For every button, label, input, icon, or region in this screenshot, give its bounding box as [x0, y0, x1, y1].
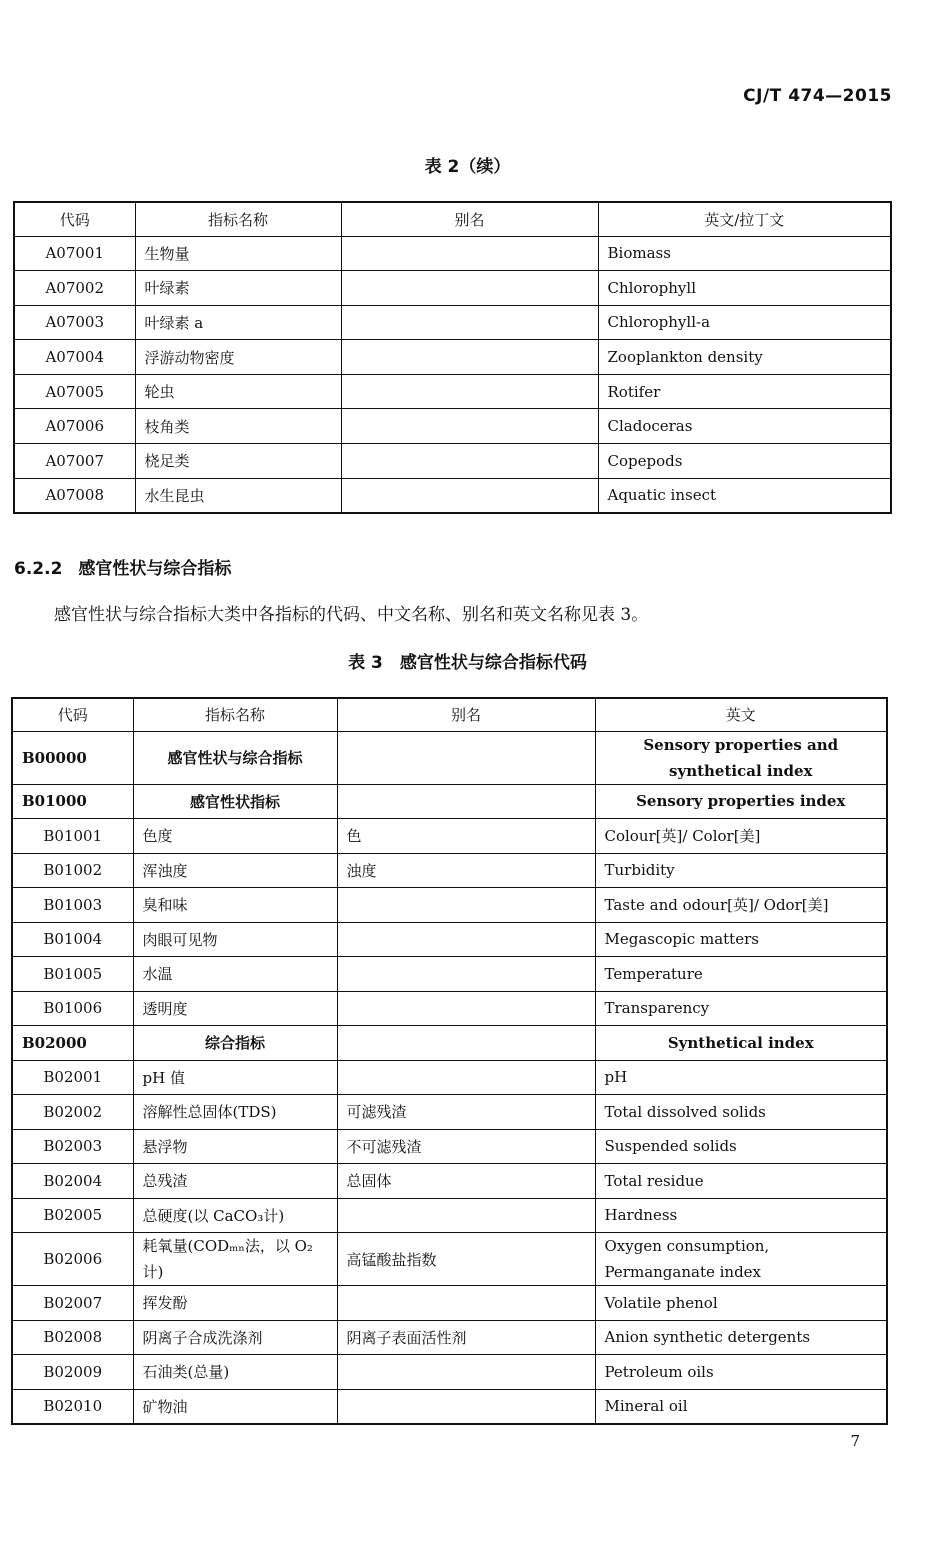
- table2-code-cell: A07008: [14, 478, 135, 513]
- table3-name-cell: 感官性状指标: [133, 784, 337, 819]
- table3-alias-cell: [337, 731, 595, 784]
- table3-english-cell: Colour[英]/ Color[美]: [595, 819, 887, 854]
- table2-english-cell: Biomass: [598, 236, 891, 271]
- table3-name-cell: pH 值: [133, 1060, 337, 1095]
- table3-alias-cell: 阴离子表面活性剂: [337, 1320, 595, 1355]
- table2-name-cell: 轮虫: [135, 374, 341, 409]
- table3-name-cell: 综合指标: [133, 1026, 337, 1061]
- table3-row: [12, 731, 887, 784]
- table3-english-cell: Suspended solids: [595, 1129, 887, 1164]
- table3-name-cell: 矿物油: [133, 1389, 337, 1424]
- table3-english-cell: Turbidity: [595, 853, 887, 888]
- table3-header-alias: 别名: [337, 698, 595, 731]
- table3-english-cell: Taste and odour[英]/ Odor[美]: [595, 888, 887, 923]
- table2-english-cell: Zooplankton density: [598, 340, 891, 375]
- table2-code-cell: A07005: [14, 374, 135, 409]
- table2-alias-cell: [341, 444, 598, 479]
- table2-code-cell: A07006: [14, 409, 135, 444]
- table3-header-name: 指标名称: [133, 698, 337, 731]
- table2-code-cell: A07003: [14, 305, 135, 340]
- table3-name-cell: 挥发酚: [133, 1286, 337, 1321]
- table3-alias-cell: [337, 922, 595, 957]
- table3-code-cell: B02000: [12, 1026, 133, 1061]
- table3-alias-cell: [337, 1355, 595, 1390]
- table3-code-cell: B01004: [12, 922, 133, 957]
- table3-code-cell: B01001: [12, 819, 133, 854]
- table2-row: [14, 409, 891, 444]
- table2-row: [14, 444, 891, 479]
- table3-row: [12, 1286, 887, 1321]
- table3-name-cell: 水温: [133, 957, 337, 992]
- table2-english-cell: Rotifer: [598, 374, 891, 409]
- table3-english-cell: Total residue: [595, 1164, 887, 1199]
- table3-code-cell: B02008: [12, 1320, 133, 1355]
- table2-name-cell: 枝角类: [135, 409, 341, 444]
- table3-code-cell: B02001: [12, 1060, 133, 1095]
- table3-english-cell: Total dissolved solids: [595, 1095, 887, 1130]
- table3-row: [12, 853, 887, 888]
- table2-header-alias: 别名: [341, 202, 598, 236]
- table3-alias-cell: [337, 1026, 595, 1061]
- table3-name-cell: 总残渣: [133, 1164, 337, 1199]
- table3-header-english: 英文: [595, 698, 887, 731]
- table2-header-code: 代码: [14, 202, 135, 236]
- table3-name-cell: 色度: [133, 819, 337, 854]
- table2-name-cell: 桡足类: [135, 444, 341, 479]
- table3-alias-cell: 可滤残渣: [337, 1095, 595, 1130]
- table3-alias-cell: [337, 1286, 595, 1321]
- table3-name-cell: 悬浮物: [133, 1129, 337, 1164]
- table3-alias-cell: [337, 784, 595, 819]
- table3-row: [12, 1164, 887, 1199]
- table2-caption: 表 2（续）: [424, 157, 511, 177]
- table2-row: [14, 340, 891, 375]
- table3-code-cell: B01006: [12, 991, 133, 1026]
- section-title: 感官性状与综合指标: [78, 559, 232, 579]
- table3-english-cell: Transparency: [595, 991, 887, 1026]
- table3-english-cell: Megascopic matters: [595, 922, 887, 957]
- table3-english-cell: Anion synthetic detergents: [595, 1320, 887, 1355]
- table2-row: [14, 236, 891, 271]
- table2-name-cell: 生物量: [135, 236, 341, 271]
- table2-alias-cell: [341, 478, 598, 513]
- document-code: CJ/T 474—2015: [743, 86, 892, 106]
- table3-english-cell: Volatile phenol: [595, 1286, 887, 1321]
- table2: [13, 201, 892, 514]
- table3-alias-cell: 总固体: [337, 1164, 595, 1199]
- table3-code-cell: B01005: [12, 957, 133, 992]
- table3-row: [12, 922, 887, 957]
- table3-code-cell: B02009: [12, 1355, 133, 1390]
- table2-english-cell: Cladoceras: [598, 409, 891, 444]
- table3-english-cell: Temperature: [595, 957, 887, 992]
- table3-row: [12, 819, 887, 854]
- table2-code-cell: A07001: [14, 236, 135, 271]
- table3-alias-cell: [337, 957, 595, 992]
- table3-code-cell: B02005: [12, 1198, 133, 1233]
- table3-alias-cell: 高锰酸盐指数: [337, 1233, 595, 1286]
- table3-name-cell: 透明度: [133, 991, 337, 1026]
- table3-english-cell: Sensory properties and synthetical index: [595, 731, 887, 784]
- table2-alias-cell: [341, 374, 598, 409]
- table2-row: [14, 478, 891, 513]
- table3-alias-cell: [337, 1060, 595, 1095]
- table2-alias-cell: [341, 236, 598, 271]
- table3-row: [12, 991, 887, 1026]
- table3-row: [12, 1026, 887, 1061]
- section-number: 6.2.2: [14, 559, 63, 579]
- table3-row: [12, 888, 887, 923]
- table3-name-cell: 阴离子合成洗涤剂: [133, 1320, 337, 1355]
- table3-alias-cell: [337, 888, 595, 923]
- table2-alias-cell: [341, 409, 598, 444]
- table3-code-cell: B02007: [12, 1286, 133, 1321]
- page-number: 7: [850, 1432, 860, 1450]
- table3-alias-cell: 不可滤残渣: [337, 1129, 595, 1164]
- table3-header-row: [12, 698, 887, 731]
- table2-alias-cell: [341, 271, 598, 306]
- table2-row: [14, 305, 891, 340]
- table3-code-cell: B01002: [12, 853, 133, 888]
- table3-alias-cell: 色: [337, 819, 595, 854]
- table3-name-cell: 感官性状与综合指标: [133, 731, 337, 784]
- table2-alias-cell: [341, 305, 598, 340]
- table2-header-english: 英文/拉丁文: [598, 202, 891, 236]
- table2-name-cell: 叶绿素 a: [135, 305, 341, 340]
- table3-english-cell: Hardness: [595, 1198, 887, 1233]
- table3-row: [12, 1060, 887, 1095]
- table2-code-cell: A07004: [14, 340, 135, 375]
- table3-code-cell: B01003: [12, 888, 133, 923]
- table3-code-cell: B02003: [12, 1129, 133, 1164]
- table3-row: [12, 1233, 887, 1286]
- section-heading: [14, 554, 231, 579]
- table2-name-cell: 浮游动物密度: [135, 340, 341, 375]
- table2-row: [14, 271, 891, 306]
- table2-header-row: [14, 202, 891, 236]
- table3-english-cell: Oxygen consumption, Permanganate index: [595, 1233, 887, 1286]
- table3-name-cell: 耗氧量(CODₘₙ法，以 O₂计): [133, 1233, 337, 1286]
- table3-name-cell: 总硬度(以 CaCO₃计): [133, 1198, 337, 1233]
- table2-english-cell: Chlorophyll: [598, 271, 891, 306]
- table3: [11, 697, 888, 1425]
- table2-english-cell: Aquatic insect: [598, 478, 891, 513]
- table2-english-cell: Chlorophyll-a: [598, 305, 891, 340]
- table3-alias-cell: 浊度: [337, 853, 595, 888]
- table3-caption: 表 3 感官性状与综合指标代码: [348, 653, 587, 673]
- table3-code-cell: B02006: [12, 1233, 133, 1286]
- table3-code-cell: B01000: [12, 784, 133, 819]
- section-paragraph: 感官性状与综合指标大类中各指标的代码、中文名称、别名和英文名称见表 3。: [54, 605, 649, 625]
- table3-row: [12, 1355, 887, 1390]
- table3-name-cell: 浑浊度: [133, 853, 337, 888]
- table3-code-cell: B02010: [12, 1389, 133, 1424]
- table3-english-cell: Petroleum oils: [595, 1355, 887, 1390]
- table2-alias-cell: [341, 340, 598, 375]
- table3-row: [12, 1129, 887, 1164]
- table2-row: [14, 374, 891, 409]
- table3-name-cell: 肉眼可见物: [133, 922, 337, 957]
- table3-row: [12, 784, 887, 819]
- table3-code-cell: B02004: [12, 1164, 133, 1199]
- table2-header-name: 指标名称: [135, 202, 341, 236]
- table3-alias-cell: [337, 1198, 595, 1233]
- table3-alias-cell: [337, 991, 595, 1026]
- table3-code-cell: B00000: [12, 731, 133, 784]
- table3-english-cell: Synthetical index: [595, 1026, 887, 1061]
- table3-code-cell: B02002: [12, 1095, 133, 1130]
- table3-english-cell: Sensory properties index: [595, 784, 887, 819]
- table2-code-cell: A07002: [14, 271, 135, 306]
- table3-name-cell: 臭和味: [133, 888, 337, 923]
- table3-name-cell: 石油类(总量): [133, 1355, 337, 1390]
- table3-row: [12, 1095, 887, 1130]
- table3-alias-cell: [337, 1389, 595, 1424]
- table3-row: [12, 1320, 887, 1355]
- table3-row: [12, 1389, 887, 1424]
- table3-english-cell: Mineral oil: [595, 1389, 887, 1424]
- table3-english-cell: pH: [595, 1060, 887, 1095]
- table2-name-cell: 水生昆虫: [135, 478, 341, 513]
- table3-row: [12, 957, 887, 992]
- table2-english-cell: Copepods: [598, 444, 891, 479]
- table3-row: [12, 1198, 887, 1233]
- table2-code-cell: A07007: [14, 444, 135, 479]
- table3-header-code: 代码: [12, 698, 133, 731]
- table3-name-cell: 溶解性总固体(TDS): [133, 1095, 337, 1130]
- table2-name-cell: 叶绿素: [135, 271, 341, 306]
